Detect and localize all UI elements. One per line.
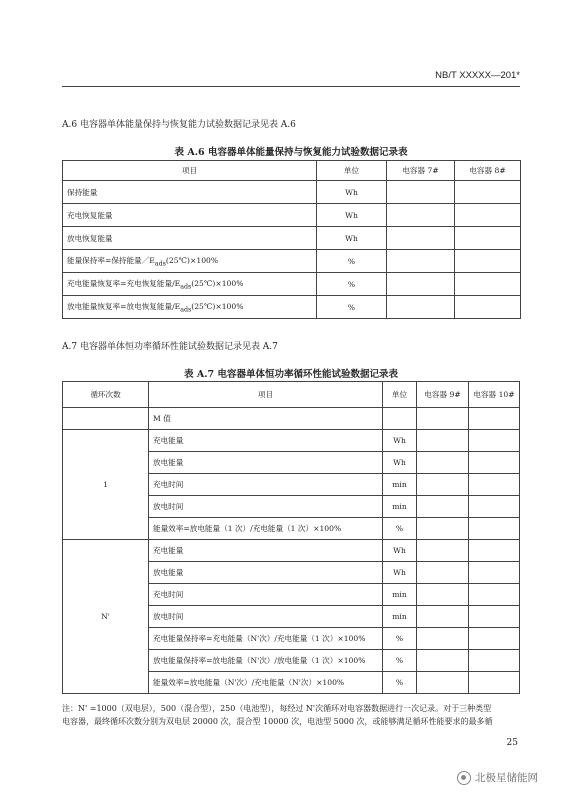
column-header-capacitor-9: 电容器 9#	[417, 382, 469, 408]
row-item-suffix: (25℃)×100%	[191, 301, 244, 311]
row-unit: Wh	[383, 452, 417, 474]
value-cell	[417, 496, 469, 518]
watermark	[457, 770, 538, 785]
table-row	[63, 273, 521, 296]
row-item: 充电时间	[149, 584, 383, 606]
row-unit: %	[383, 650, 417, 672]
column-header-item: 项目	[63, 161, 317, 181]
row-unit: %	[383, 628, 417, 650]
column-header-unit: 单位	[383, 382, 417, 408]
value-cell	[469, 650, 520, 672]
value-cell	[469, 584, 520, 606]
value-cell	[417, 408, 469, 430]
table-a6	[62, 160, 521, 319]
row-item: 能量效率=放电能量（N'次）/充电能量（N'次）×100%	[149, 672, 383, 694]
column-header-capacitor-10: 电容器 10#	[469, 382, 520, 408]
row-unit: Wh	[383, 540, 417, 562]
cycle-group-label: 1	[63, 430, 149, 540]
row-unit: Wh	[317, 204, 387, 227]
row-unit: min	[383, 606, 417, 628]
row-item: 放电能量保持率=放电能量（N'次）/放电能量（1 次）×100%	[149, 650, 383, 672]
row-item: 充电恢复能量	[63, 204, 317, 227]
unit-cell	[383, 408, 417, 430]
value-cell	[387, 227, 455, 250]
value-cell	[469, 518, 520, 540]
value-cell	[455, 250, 521, 273]
column-header-unit: 单位	[317, 161, 387, 181]
column-header-item: 项目	[149, 382, 383, 408]
row-unit: min	[383, 474, 417, 496]
value-cell	[417, 452, 469, 474]
row-item	[63, 273, 317, 296]
row-item-subscript: ads	[180, 306, 192, 314]
value-cell	[469, 672, 520, 694]
table-row	[63, 181, 521, 204]
row-item-text: 能量保持率=保持能量／E	[67, 255, 155, 265]
row-item: 放电能量	[149, 452, 383, 474]
document-code: NB/T XXXXX—201*	[435, 70, 520, 81]
value-cell	[455, 296, 521, 319]
row-item: 充电能量保持率=充电能量（N'次）/充电能量（1 次）×100%	[149, 628, 383, 650]
row-unit: Wh	[317, 227, 387, 250]
column-header-capacitor-8: 电容器 8#	[455, 161, 521, 181]
note-line-1: 注：N' =1000（双电层），500（混合型），250（电池型），每经过 N'次循环对电容器数据进行一次记录。对于三种类型	[62, 704, 492, 713]
cycle-group-label: N'	[63, 540, 149, 694]
table-row-m-value	[63, 408, 520, 430]
row-unit: Wh	[383, 562, 417, 584]
row-unit: %	[383, 672, 417, 694]
row-item-subscript: ads	[180, 283, 192, 291]
table-row	[63, 540, 520, 562]
row-item: 放电时间	[149, 606, 383, 628]
value-cell	[417, 430, 469, 452]
value-cell	[387, 273, 455, 296]
row-unit: %	[383, 518, 417, 540]
row-item	[63, 250, 317, 273]
row-item: 充电能量	[149, 540, 383, 562]
value-cell	[469, 562, 520, 584]
value-cell	[417, 672, 469, 694]
row-item-text: 充电能量恢复率=充电恢复能量/E	[67, 278, 181, 288]
watermark-text: 北极星储能网	[475, 772, 538, 784]
value-cell	[469, 606, 520, 628]
row-item: 放电恢复能量	[63, 227, 317, 250]
row-unit: Wh	[317, 181, 387, 204]
table-row	[63, 204, 521, 227]
cycles-cell	[63, 408, 149, 430]
value-cell	[469, 496, 520, 518]
row-item: M 值	[149, 408, 383, 430]
value-cell	[455, 181, 521, 204]
row-item-suffix: (25℃)×100%	[191, 278, 244, 288]
value-cell	[469, 474, 520, 496]
row-item: 保持能量	[63, 181, 317, 204]
page-number: 25	[506, 738, 518, 748]
row-item: 充电能量	[149, 430, 383, 452]
wechat-logo-icon	[457, 771, 471, 785]
row-item: 充电时间	[149, 474, 383, 496]
value-cell	[417, 540, 469, 562]
table-row	[63, 430, 520, 452]
row-unit: min	[383, 496, 417, 518]
value-cell	[469, 628, 520, 650]
value-cell	[469, 430, 520, 452]
row-item-subscript: ads	[154, 260, 166, 268]
value-cell	[387, 181, 455, 204]
row-item	[63, 296, 317, 319]
value-cell	[417, 474, 469, 496]
value-cell	[417, 562, 469, 584]
row-item: 放电时间	[149, 496, 383, 518]
table-note	[62, 702, 520, 728]
section-a7-intro: A.7 电容器单体恒功率循环性能试验数据记录见表 A.7	[62, 342, 278, 352]
column-header-cycles: 循环次数	[63, 382, 149, 408]
section-a6-intro: A.6 电容器单体能量保持与恢复能力试验数据记录见表 A.6	[62, 120, 296, 130]
value-cell	[469, 540, 520, 562]
table-row	[63, 250, 521, 273]
column-header-capacitor-7: 电容器 7#	[387, 161, 455, 181]
row-item-text: 放电能量恢复率=放电恢复能量/E	[67, 301, 181, 311]
table-a6-header-row	[63, 161, 521, 181]
value-cell	[417, 628, 469, 650]
table-a6-caption: 表 A.6 电容器单体能量保持与恢复能力试验数据记录表	[174, 147, 408, 158]
table-a7-header-row	[63, 382, 520, 408]
row-unit: %	[317, 296, 387, 319]
value-cell	[387, 204, 455, 227]
value-cell	[387, 296, 455, 319]
note-line-2: 电容器，最终循环次数分别为双电层 20000 次，混合型 10000 次，电池型 5000 次，或能够满足循环性能要求的最多循	[62, 717, 493, 726]
row-unit: %	[317, 250, 387, 273]
value-cell	[387, 250, 455, 273]
value-cell	[455, 273, 521, 296]
table-row	[63, 227, 521, 250]
value-cell	[469, 452, 520, 474]
header-rule	[62, 86, 520, 87]
value-cell	[455, 227, 521, 250]
table-a7-caption: 表 A.7 电容器单体恒功率循环性能试验数据记录表	[184, 369, 398, 380]
row-item: 能量效率=放电能量（1 次）/充电能量（1 次）×100%	[149, 518, 383, 540]
row-unit: min	[383, 584, 417, 606]
row-unit: %	[317, 273, 387, 296]
value-cell	[417, 518, 469, 540]
row-item: 放电能量	[149, 562, 383, 584]
row-item-suffix: (25℃)×100%	[165, 255, 219, 265]
table-a7	[62, 381, 520, 694]
value-cell	[469, 408, 520, 430]
value-cell	[417, 606, 469, 628]
row-unit: Wh	[383, 430, 417, 452]
value-cell	[417, 584, 469, 606]
value-cell	[417, 650, 469, 672]
value-cell	[455, 204, 521, 227]
table-row	[63, 296, 521, 319]
